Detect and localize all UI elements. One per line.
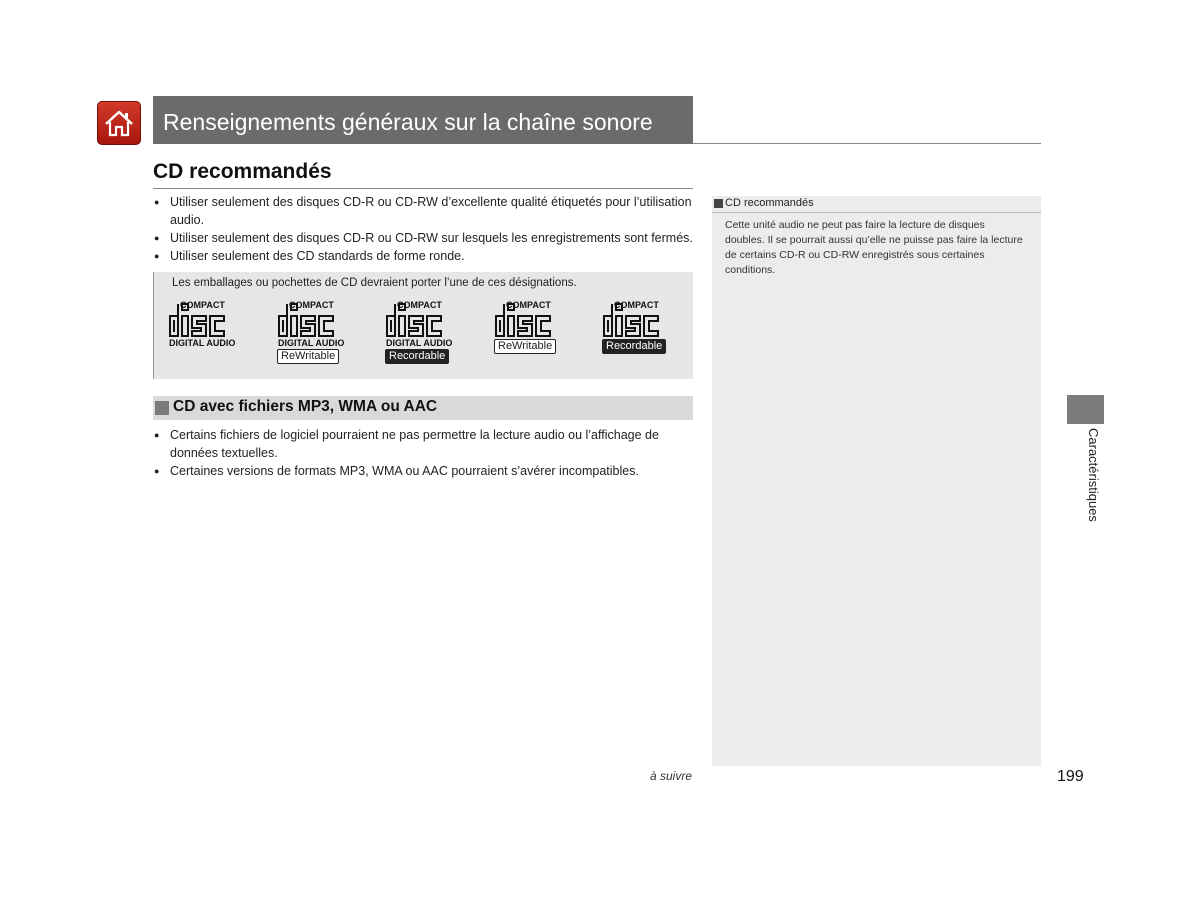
home-icon	[103, 107, 135, 139]
subsection-heading: CD avec fichiers MP3, WMA ou AAC	[173, 398, 438, 415]
cd-logo-box	[153, 272, 693, 379]
page-number: 199	[1057, 768, 1084, 785]
disc-wordmark-icon	[494, 302, 572, 338]
side-note-header	[712, 196, 1041, 213]
logo-digital-audio-text: DIGITAL AUDIO	[386, 338, 453, 348]
cd-logo	[482, 300, 564, 364]
section-divider	[153, 188, 693, 189]
cd-logo	[265, 300, 347, 364]
disc-wordmark-icon	[277, 302, 355, 338]
side-note-heading: CD recommandés	[725, 197, 814, 209]
note-reference-icon	[714, 199, 723, 208]
logo-format-badge: ReWritable	[277, 349, 339, 364]
section-bullet-list	[153, 193, 698, 265]
page-title: Renseignements généraux sur la chaîne sonore	[163, 109, 653, 135]
list-item: ● Utiliser seulement des CD standards de forme ronde.	[153, 247, 698, 265]
logo-compact-text: COMPACT	[180, 300, 225, 310]
title-divider	[693, 143, 1041, 144]
cd-logo	[590, 300, 672, 364]
continued-label: à suivre	[650, 769, 693, 783]
disc-wordmark-icon	[385, 302, 463, 338]
subsection-heading-bar	[153, 396, 693, 420]
page-title-bar	[153, 96, 693, 144]
cd-logo	[373, 300, 455, 364]
logo-compact-text: COMPACT	[506, 300, 551, 310]
subsection-bullet-list	[153, 426, 698, 480]
logo-compact-text: COMPACT	[614, 300, 659, 310]
chapter-tab[interactable]	[1067, 395, 1104, 424]
side-note-panel	[712, 196, 1041, 766]
list-item: ● Utiliser seulement des disques CD-R ou CD-RW sur lesquels les enregistrements sont fermés.	[153, 229, 698, 247]
logo-digital-audio-text: DIGITAL AUDIO	[169, 338, 236, 348]
disc-wordmark-icon	[168, 302, 246, 338]
cd-logo	[156, 300, 238, 364]
section-heading: CD recommandés	[153, 160, 332, 183]
square-bullet-icon	[155, 401, 169, 415]
list-item: ● Utiliser seulement des disques CD-R ou CD-RW d’excellente qualité étiquetés pour l’utilisation audio.	[153, 193, 698, 229]
logo-format-badge: ReWritable	[494, 339, 556, 354]
logo-digital-audio-text: DIGITAL AUDIO	[278, 338, 345, 348]
side-note-text: Cette unité audio ne peut pas faire la lecture de disques doubles. Il se pourrait aussi qu’elle ne puisse pas faire la lecture de certains CD-R ou CD-RW enregistrés sous certaines conditions.	[725, 219, 1023, 276]
logo-compact-text: COMPACT	[289, 300, 334, 310]
packaging-note: Les emballages ou pochettes de CD devraient porter l’une de ces désignations.	[172, 277, 577, 289]
logo-compact-text: COMPACT	[397, 300, 442, 310]
home-button[interactable]	[97, 101, 141, 145]
list-item: ● Certains fichiers de logiciel pourraient ne pas permettre la lecture audio ou l’affichage de données textuelles.	[153, 426, 698, 462]
logo-format-badge: Recordable	[602, 339, 666, 354]
list-item: ● Certaines versions de formats MP3, WMA ou AAC pourraient s’avérer incompatibles.	[153, 462, 698, 480]
chapter-tab-label: Caractéristiques	[1086, 428, 1101, 522]
disc-wordmark-icon	[602, 302, 680, 338]
logo-format-badge: Recordable	[385, 349, 449, 364]
